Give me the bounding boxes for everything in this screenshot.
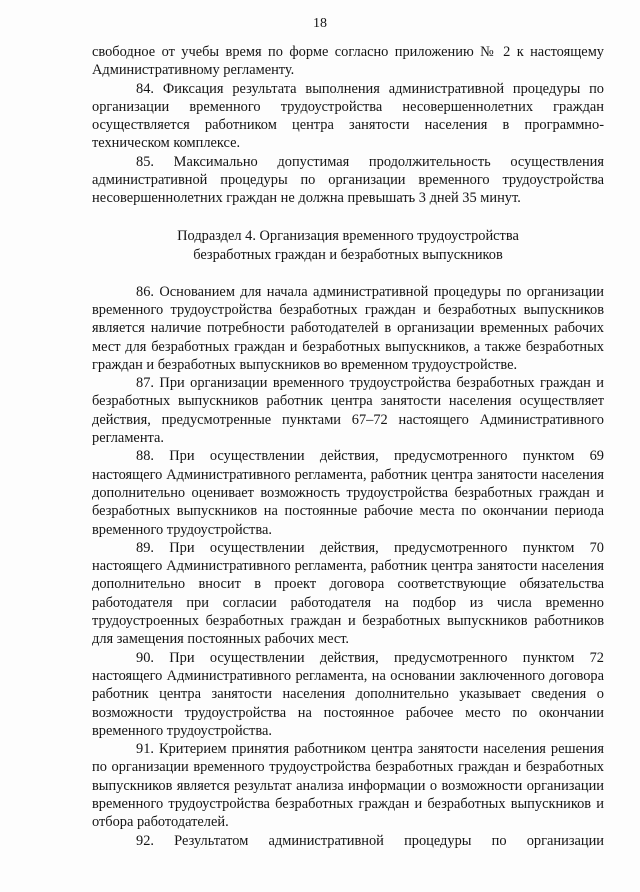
paragraph-87: 87. При организации временного трудоустройства безработных граждан и безработных выпускников работник центра занятости населения осуществляет действия, предусмотренные пунктами 67–72 настоящего Административного регламента. bbox=[92, 375, 604, 447]
paragraph-86: 86. Основанием для начала административной процедуры по организации временного трудоустройства безработных граждан и безработных выпускников является наличие потребности работодателей в организации временных рабочих мест для безработных граждан и безработных выпускников, а также безработных граждан и безработных выпускников во временном трудоустройстве. bbox=[92, 283, 604, 373]
subsection-heading-line-2: безработных граждан и безработных выпускников bbox=[193, 246, 503, 263]
page-number: 18 bbox=[313, 16, 327, 31]
paragraph-83-continuation: свободное от учебы время по форме согласно приложению № 2 к настоящему Административному регламенту. bbox=[92, 44, 604, 79]
paragraph-89: 89. При осуществлении действия, предусмотренного пунктом 70 настоящего Административного регламента, работник центра занятости населения дополнительно вносит в проект договора соответствующие обязательства работодателя при согласии работодателя на подбор из числа временно трудоустроенных безработных граждан и безработных выпускников работников для замещения постоянных рабочих мест. bbox=[92, 539, 604, 648]
paragraph-85: 85. Максимально допустимая продолжительность осуществления административной процедуры по организации временного трудоустройства несовершеннолетних граждан не должна превышать 3 дней 35 минут. bbox=[92, 153, 604, 207]
paragraph-91: 91. Критерием принятия работником центра занятости населения решения по организации временного трудоустройства безработных граждан и безработных выпускников является результат анализа информации о возможности организации временного трудоустройства безработных граждан и безработных выпускников и отбора работодателей. bbox=[92, 741, 604, 831]
document-body bbox=[92, 43, 604, 850]
paragraph-90: 90. При осуществлении действия, предусмотренного пунктом 72 настоящего Административного регламента, на основании заключенного договора работник центра занятости населения дополнительно указывает сведения о возможности трудоустройства на постоянное рабочее место по окончании временного трудоустройства. bbox=[92, 649, 604, 739]
paragraph-84: 84. Фиксация результата выполнения административной процедуры по организации временного трудоустройства несовершеннолетних граждан осуществляется работником центра занятости населения в программно-техническом комплексе. bbox=[92, 80, 604, 152]
paragraph-88: 88. При осуществлении действия, предусмотренного пунктом 69 настоящего Административного регламента, работник центра занятости населения дополнительно оценивает возможность трудоустройства безработных граждан и безработных выпускников на постоянные рабочие места по окончании периода временного трудоустройства. bbox=[92, 448, 604, 538]
subsection-heading-line-1: Подраздел 4. Организация временного трудоустройства bbox=[177, 227, 519, 244]
paragraph-92: 92. Результатом административной процедуры по организации bbox=[136, 832, 604, 849]
subsection-heading bbox=[92, 227, 604, 265]
